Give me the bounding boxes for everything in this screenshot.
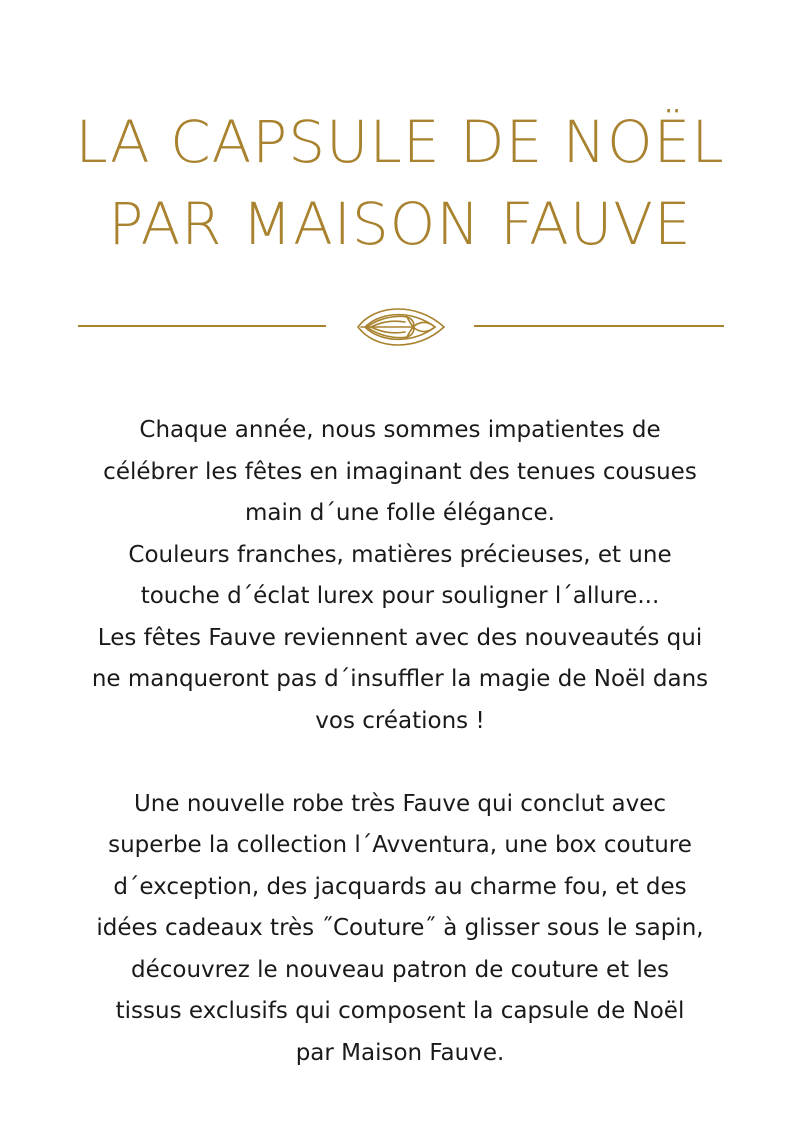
intro-text — [60, 410, 740, 1074]
text-line: idées cadeaux très ˝Couture˝ à glisser sous le sapin, — [96, 915, 704, 941]
text-line: Les fêtes Fauve reviennent avec des nouveautés qui — [97, 624, 703, 651]
ornamental-divider — [0, 300, 800, 354]
text-line: Chaque année, nous sommes impatientes de — [139, 417, 661, 443]
text-line: main d´une folle élégance. — [245, 500, 555, 526]
text-line: vos créations ! — [315, 707, 485, 734]
text-line: ne manqueront pas d´insuffler la magie de Noël dans — [91, 666, 709, 692]
text-line: Une nouvelle robe très Fauve qui conclut avec — [133, 790, 667, 817]
divider-rule-right — [474, 325, 724, 327]
paragraph-1 — [60, 410, 740, 742]
text-line: par Maison Fauve. — [295, 1039, 505, 1066]
leaf-ornament-icon — [355, 300, 447, 354]
title-line-1: LA CAPSULE DE NOËL — [75, 107, 725, 176]
page-title — [0, 101, 800, 265]
text-line: touche d´éclat lurex pour souligner l´allure... — [140, 583, 660, 609]
text-line: découvrez le nouveau patron de couture et les — [131, 956, 669, 983]
paragraph-spacer — [60, 742, 740, 784]
text-line: Couleurs franches, matières précieuses, et une — [128, 541, 672, 568]
paragraph-2 — [60, 784, 740, 1075]
text-line: célébrer les fêtes en imaginant des tenues cousues — [103, 458, 697, 485]
divider-rule-left — [78, 325, 326, 327]
text-line: d´exception, des jacquards au charme fou, et des — [113, 873, 687, 900]
title-line-2: PAR MAISON FAUVE — [108, 189, 692, 258]
text-line: superbe la collection l´Avventura, une box couture — [108, 832, 692, 858]
text-line: tissus exclusifs qui composent la capsule de Noël — [115, 998, 685, 1024]
